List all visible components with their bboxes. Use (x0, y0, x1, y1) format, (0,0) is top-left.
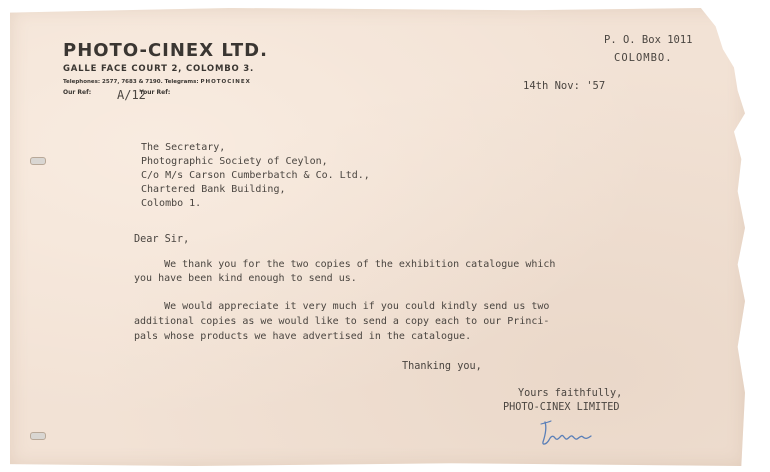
paragraph-line: We would appreciate it very much if you could kindly send us two (134, 301, 550, 312)
telephones-label: Telephones: 2577, 7683 & 7190. (63, 79, 163, 85)
punch-hole-bottom (30, 432, 46, 440)
paragraph-line: We thank you for the two copies of the exhibition catalogue which (134, 259, 556, 270)
recipient-line: Photographic Society of Ceylon, (141, 156, 328, 167)
sender-city: COLOMBO. (614, 52, 673, 64)
our-ref-value: A/12 (117, 88, 146, 102)
contact-line (63, 79, 251, 85)
letter-date: 14th Nov: '57 (523, 80, 606, 92)
valediction: Yours faithfully, (518, 388, 623, 399)
salutation: Dear Sir, (134, 234, 190, 245)
company-name: PHOTO-CINEX LTD. (63, 40, 268, 61)
telegrams-label: Telegrams: (164, 79, 199, 85)
paragraph-line: pals whose products we have advertised in the catalogue. (134, 331, 472, 342)
our-ref-label: Our Ref: (63, 89, 92, 96)
recipient-line: Colombo 1. (141, 198, 202, 209)
thanks-line: Thanking you, (402, 361, 482, 372)
telegrams-value: PHOTOCINEX (200, 79, 251, 85)
handwritten-signature (539, 418, 595, 448)
your-ref-label: Your Ref: (139, 89, 171, 96)
recipient-line: The Secretary, (141, 142, 226, 153)
letter-sheet (10, 8, 745, 466)
company-address: GALLE FACE COURT 2, COLOMBO 3. (63, 64, 255, 74)
paragraph-line: you have been kind enough to send us. (134, 273, 357, 284)
paragraph-line: additional copies as we would like to send a copy each to our Princi- (134, 316, 550, 327)
recipient-line: C/o M/s Carson Cumberbatch & Co. Ltd., (141, 170, 370, 181)
recipient-line: Chartered Bank Building, (141, 184, 286, 195)
po-box: P. O. Box 1011 (604, 34, 693, 46)
punch-hole-top (30, 157, 46, 165)
signatory-company: PHOTO-CINEX LIMITED (503, 402, 620, 413)
